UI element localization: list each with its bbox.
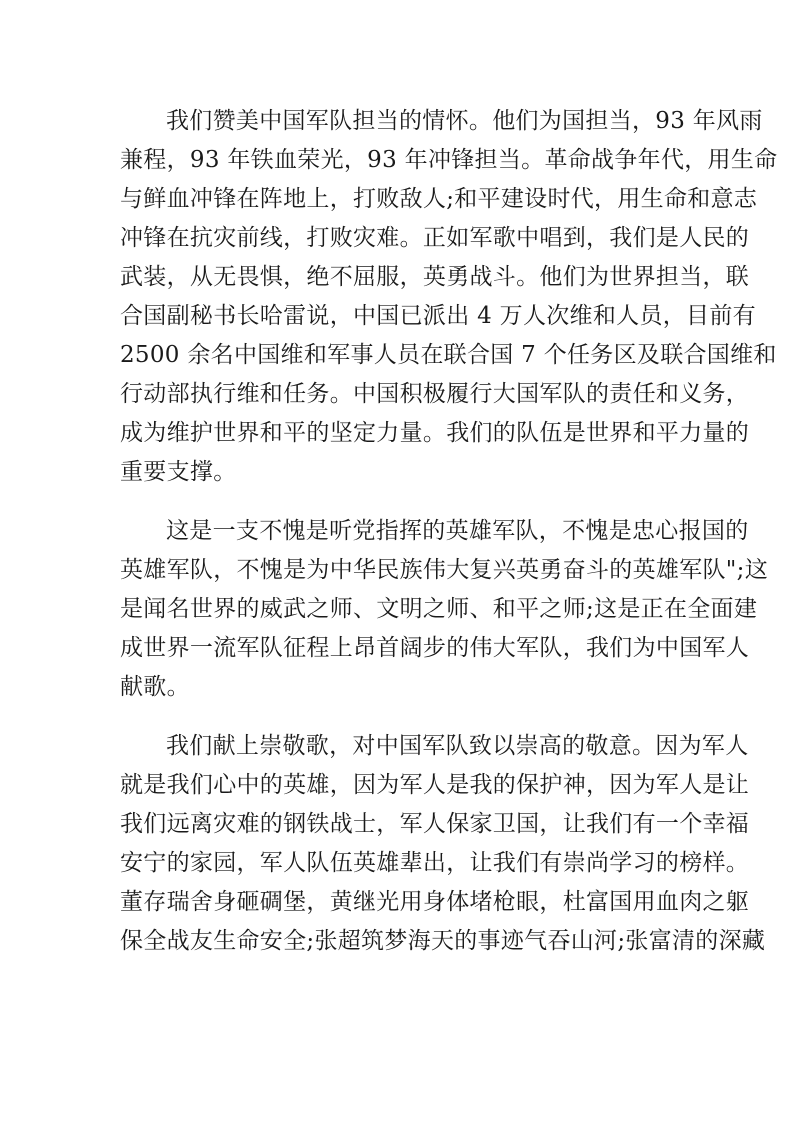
- text-line: 我们赞美中国军队担当的情怀。他们为国担当，93 年风雨: [166, 108, 763, 134]
- text-line: 这是一支不愧是听党指挥的英雄军队，不愧是忠心报国的: [166, 518, 749, 544]
- document-page: [120, 102, 778, 981]
- text-line: 与鲜血冲锋在阵地上，打败敌人;和平建设时代，用生命和意志: [120, 186, 758, 212]
- text-line: 是闻名世界的威武之师、文明之师、和平之师;这是正在全面建: [120, 596, 758, 622]
- text-line: 兼程，93 年铁血荣光，93 年冲锋担当。革命战争年代，用生命: [120, 147, 778, 173]
- text-line: 合国副秘书长哈雷说，中国已派出 4 万人次维和人员，目前有: [120, 303, 756, 329]
- text-line: 我们献上崇敬歌，对中国军队致以崇高的敬意。因为军人: [166, 733, 749, 759]
- text-line: 成世界一流军队征程上昂首阔步的伟大军队，我们为中国军人: [120, 635, 750, 661]
- text-line: 武装，从无畏惧，绝不屈服，英勇战斗。他们为世界担当，联: [120, 264, 750, 290]
- paragraph-3: [120, 727, 766, 961]
- text-line: 成为维护世界和平的坚定力量。我们的队伍是世界和平力量的: [120, 420, 750, 446]
- paragraph-2: [120, 512, 769, 707]
- text-line: 献歌。: [120, 674, 190, 700]
- text-line: 行动部执行维和任务。中国积极履行大国军队的责任和义务，: [120, 381, 750, 407]
- text-line: 英雄军队，不愧是为中华民族伟大复兴英勇奋斗的英雄军队";这: [120, 557, 769, 583]
- text-line: 重要支撑。: [120, 459, 237, 485]
- text-line: 我们远离灾难的钢铁战士，军人保家卫国，让我们有一个幸福: [120, 811, 750, 837]
- text-line: 董存瑞舍身砸碉堡，黄继光用身体堵枪眼，杜富国用血肉之躯: [120, 889, 750, 915]
- text-line: 安宁的家园，军人队伍英雄辈出，让我们有崇尚学习的榜样。: [120, 850, 750, 876]
- text-line: 保全战友生命安全;张超筑梦海天的事迹气吞山河;张富清的深藏: [120, 928, 766, 954]
- text-line: 就是我们心中的英雄，因为军人是我的保护神，因为军人是让: [120, 772, 750, 798]
- text-line: 2500 余名中国维和军事人员在联合国 7 个任务区及联合国维和: [120, 342, 777, 368]
- paragraph-1: [120, 102, 778, 492]
- text-line: 冲锋在抗灾前线，打败灾难。正如军歌中唱到，我们是人民的: [120, 225, 750, 251]
